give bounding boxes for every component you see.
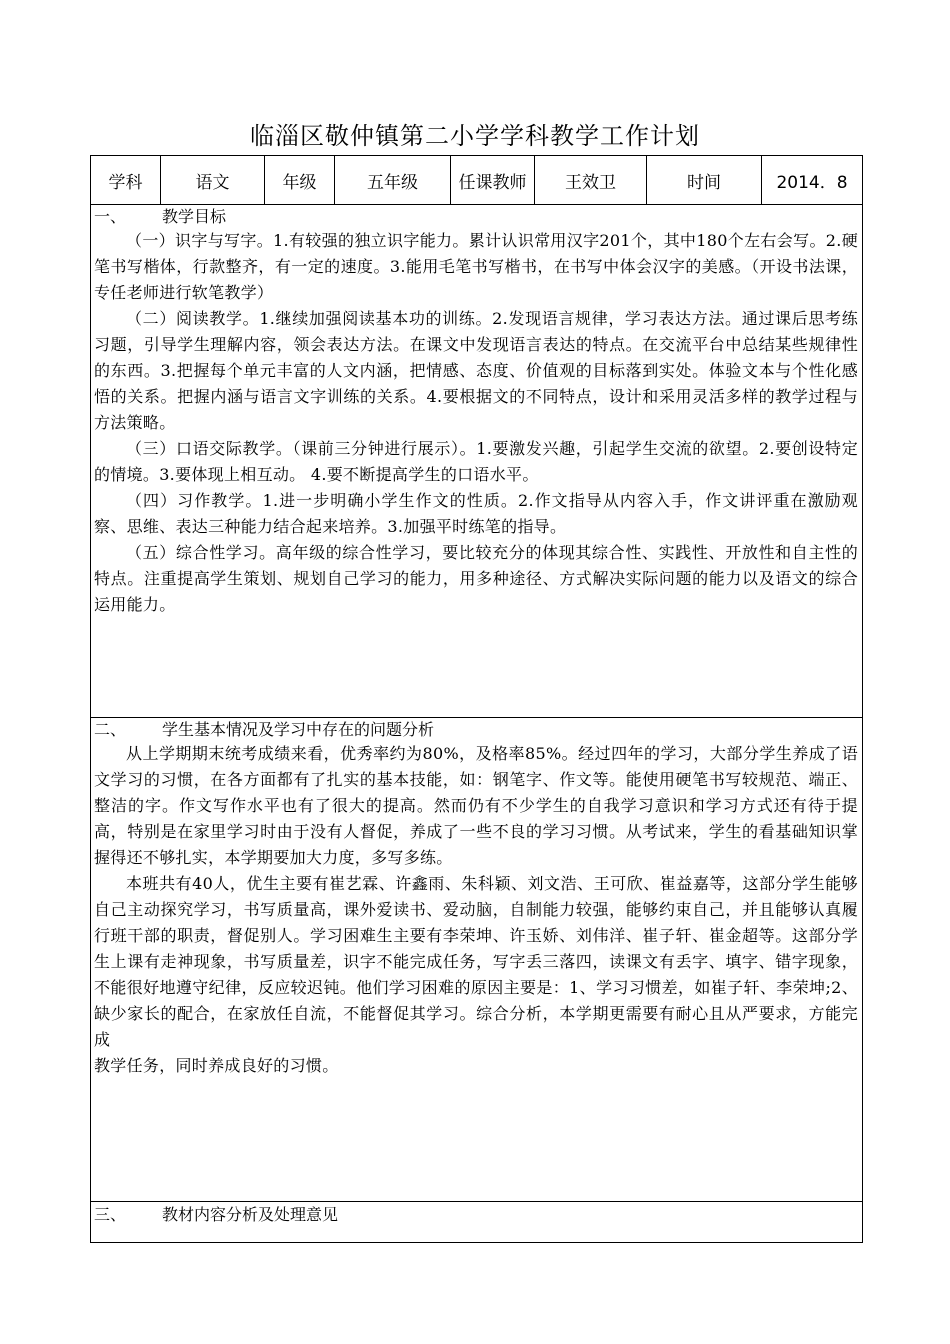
teacher-value: 王效卫 <box>535 156 647 204</box>
section-number: 三、 <box>94 1205 127 1224</box>
paragraph: （一）识字与写字。1.有较强的独立识字能力。累计认识常用汉字201个，其中180个左右会写。2.硬笔书写楷体，行款整齐，有一定的速度。3.能用毛笔书写楷书，在书写中体会汉字的美感。（开设书法课，专任老师进行软笔教学） <box>94 231 858 302</box>
paragraph: （三）口语交际教学。（课前三分钟进行展示）。1.要激发兴趣，引起学生交流的欲望。2.要创设特定的情境。3.要体现上相互动。 4.要不断提高学生的口语水平。 <box>94 439 858 484</box>
section-number: 二、 <box>94 720 127 739</box>
teacher-label: 任课教师 <box>451 156 535 204</box>
section-title: 教材内容分析及处理意见 <box>162 1205 339 1224</box>
paragraph: （五）综合性学习。高年级的综合性学习，要比较充分的体现其综合性、实践性、开放性和自主性的特点。注重提高学生策划、规划自己学习的能力，用多种途径、方式解决实际问题的能力以及语文的综合运用能力。 <box>94 543 858 614</box>
paragraph: 教学任务，同时养成良好的习惯。 <box>94 1056 339 1075</box>
section-student-analysis <box>91 719 862 1202</box>
plan-table <box>90 155 863 1243</box>
section-heading <box>94 719 858 741</box>
paragraph: 从上学期期末统考成绩来看，优秀率约为80%，及格率85%。经过四年的学习，大部分学生养成了语文学习的习惯，在各方面都有了扎实的基本技能，如：钢笔字、作文等。能使用硬笔书写较规范、端正、整洁的字。作文写作水平也有了很大的提高。然而仍有不少学生的自我学习意识和学习方式还有待于提高，特别是在家里学习时由于没有人督促，养成了一些不良的学习习惯。从考试来，学生的看基础知识掌握得还不够扎实，本学期要加大力度，多写多练。 <box>94 744 858 867</box>
section-teaching-goals <box>91 206 862 718</box>
section-heading <box>94 1204 858 1226</box>
time-label: 时间 <box>647 156 762 204</box>
section-heading <box>94 206 858 228</box>
grade-value: 五年级 <box>335 156 451 204</box>
subject-label: 学科 <box>91 156 161 204</box>
subject-value: 语文 <box>161 156 265 204</box>
section-number: 一、 <box>94 207 127 226</box>
paragraph: （二）阅读教学。1.继续加强阅读基本功的训练。2.发现语言规律，学习表达方法。通过课后思考练习题，引导学生理解内容，领会表达方法。在课文中发现语言表达的特点。在交流平台中总结某些规律性的东西。3.把握每个单元丰富的人文内涵，把情感、态度、价值观的目标落到实处。体验文本与个性化感悟的关系。把握内涵与语言文字训练的关系。4.要根据文的不同特点，设计和采用灵活多样的教学过程与方法策略。 <box>94 309 858 432</box>
paragraph: （四）习作教学。1.进一步明确小学生作文的性质。2.作文指导从内容入手，作文讲评重在激励观察、思维、表达三种能力结合起来培养。3.加强平时练笔的指导。 <box>94 491 858 536</box>
section-title: 教学目标 <box>162 207 227 226</box>
page-title: 临淄区敬仲镇第二小学学科教学工作计划 <box>250 122 700 150</box>
header-row <box>91 156 862 205</box>
section-title: 学生基本情况及学习中存在的问题分析 <box>162 720 435 739</box>
paragraph: 本班共有40人，优生主要有崔艺霖、许鑫雨、朱科颖、刘文浩、王可欣、崔益嘉等，这部分学生能够自己主动探究学习，书写质量高，课外爱读书、爱动脑，自制能力较强，能够约束自己，并且能够认真履行班干部的职责，督促别人。学习困难生主要有李荣坤、许玉娇、刘伟洋、崔子轩、崔金超等。这部分学生上课有走神现象，书写质量差，识字不能完成任务，写字丢三落四，读课文有丢字、填字、错字现象，不能很好地遵守纪律，反应较迟钝。他们学习困难的原因主要是：1、学习习惯差，如崔子轩、李荣坤;2、缺少家长的配合，在家放任自流，不能督促其学习。综合分析，本学期更需要有耐心且从严要求，方能完成 <box>94 874 858 1049</box>
grade-label: 年级 <box>265 156 335 204</box>
time-value: 2014．8 <box>776 172 848 193</box>
section-materials-analysis <box>91 1204 862 1247</box>
